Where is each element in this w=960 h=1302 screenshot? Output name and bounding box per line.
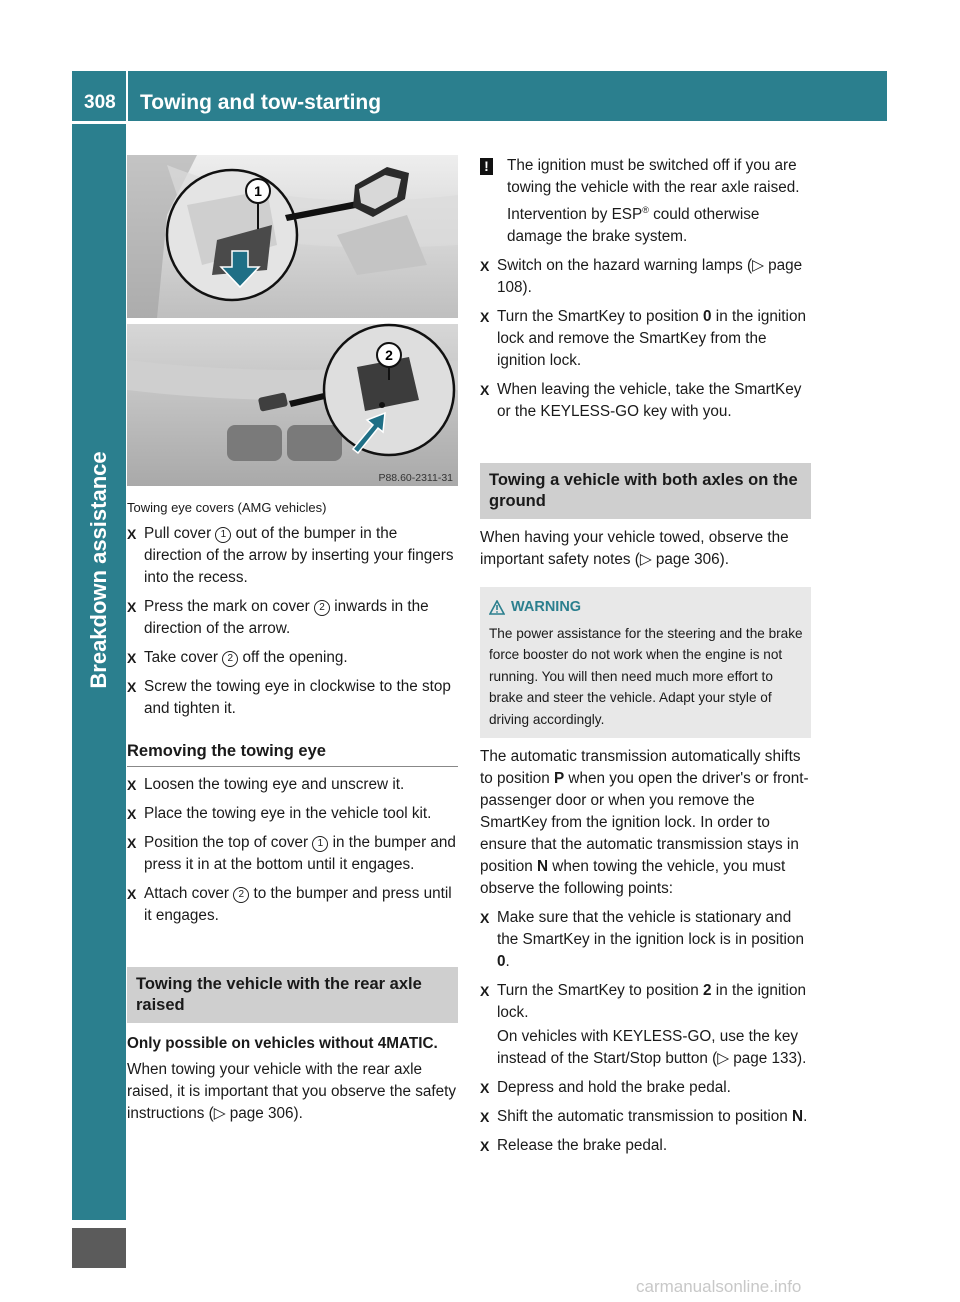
warning-triangle-icon (489, 600, 505, 615)
step-attach-cover: X Attach cover 2 to the bumper and press until it engages. (127, 885, 452, 924)
side-label-text: Breakdown assistance (86, 451, 111, 689)
sub-note-keyless-go: On vehicles with KEYLESS-GO, use the key instead of the Start/Stop button (▷ page 133). (497, 1028, 807, 1068)
step-place-toolkit: X Place the towing eye in the vehicle tool kit. (127, 805, 432, 822)
bumper-illustration (127, 155, 458, 486)
para-towed-safety: When having your vehicle towed, observe the important safety notes (▷ page 306). (480, 529, 789, 569)
para-rear-axle: When towing your vehicle with the rear axle raised, it is important that you observe the safety instructions (▷ page 306). (127, 1061, 457, 1122)
ref-1-icon: 1 (215, 527, 231, 543)
step-pull-cover: X Pull cover 1 out of the bumper in the direction of the arrow by inserting your fingers into the recess. (127, 525, 454, 586)
para-automatic-transmission: The automatic transmission automatically shifts to position P when you open the driver's or front-passenger door or when you remove the SmartKey from the ignition lock. In order to ensure that the automatic transmission stays in position N when towing the vehicle, you must observe the following points: (480, 748, 809, 898)
ref-2-icon: 2 (314, 600, 330, 616)
towing-eye-figure (127, 155, 458, 486)
step-take-cover: X Take cover 2 off the opening. (127, 649, 348, 666)
page-number: 308 (84, 92, 116, 113)
figure-caption: Towing eye covers (AMG vehicles) (127, 500, 327, 515)
step-position-cover: X Position the top of cover 1 in the bumper and press it in at the bottom until it engages. (127, 834, 456, 873)
step-loosen: X Loosen the towing eye and unscrew it. (127, 776, 405, 793)
step-depress-brake: X Depress and hold the brake pedal. (480, 1079, 731, 1097)
step-shift-n: X Shift the automatic transmission to position N. (480, 1108, 808, 1126)
side-tab (72, 1228, 126, 1268)
ignition-note: ! The ignition must be switched off if you are towing the vehicle with the rear axle raised. Intervention by ESP® could otherwise damage the brake system. (480, 155, 811, 248)
step-hazard-lamps: X Switch on the hazard warning lamps (▷ page 108). (480, 257, 803, 297)
steps-switch-off (480, 255, 811, 423)
warning-text: The power assistance for the steering and the brake force booster do not work when the engine is not running. You will then need much more effort to brake and steer the vehicle. Adapt your style of driving accordingly. (489, 625, 803, 727)
steps-removing (127, 774, 458, 927)
warning-title: WARNING (489, 597, 803, 619)
step-press-mark: X Press the mark on cover 2 inwards in the direction of the arrow. (127, 598, 429, 637)
left-column (127, 155, 458, 1125)
heading-rear-axle-raised: Towing the vehicle with the rear axle raised (127, 967, 458, 1023)
ref-1-icon: 1 (312, 836, 328, 852)
steps-towing-both-axles (480, 907, 811, 1157)
exclamation-icon: ! (480, 158, 493, 175)
step-vehicle-stationary: X Make sure that the vehicle is stationary and the SmartKey in the ignition lock is in position 0. (480, 909, 804, 971)
watermark: carmanualsonline.info (636, 1277, 802, 1296)
heading-both-axles: Towing a vehicle with both axles on the ground (480, 463, 811, 519)
warning-box (480, 587, 811, 738)
right-column (480, 155, 811, 1157)
heading-removing-eye: Removing the towing eye (127, 742, 458, 767)
step-turn-key-0: X Turn the SmartKey to position 0 in the ignition lock and remove the SmartKey from the ignition lock. (480, 308, 806, 370)
callout-1-text: 1 (254, 183, 262, 199)
bold-note-4matic: Only possible on vehicles without 4MATIC. (127, 1035, 438, 1052)
steps-cover-removal (127, 523, 458, 720)
step-take-key: X When leaving the vehicle, take the SmartKey or the KEYLESS-GO key with you. (480, 381, 802, 421)
ref-2-icon: 2 (233, 887, 249, 903)
step-screw-eye: X Screw the towing eye in clockwise to the stop and tighten it. (127, 678, 451, 717)
header-divider (126, 71, 128, 121)
ref-2-icon: 2 (222, 651, 238, 667)
step-release-brake: X Release the brake pedal. (480, 1137, 668, 1155)
callout-2-text: 2 (385, 347, 393, 363)
step-turn-key-2: X Turn the SmartKey to position 2 in the ignition lock. (480, 982, 806, 1022)
figure-code: P88.60-2311-31 (378, 472, 453, 484)
chapter-title: Towing and tow-starting (140, 91, 382, 114)
step-marker: X (127, 526, 137, 542)
